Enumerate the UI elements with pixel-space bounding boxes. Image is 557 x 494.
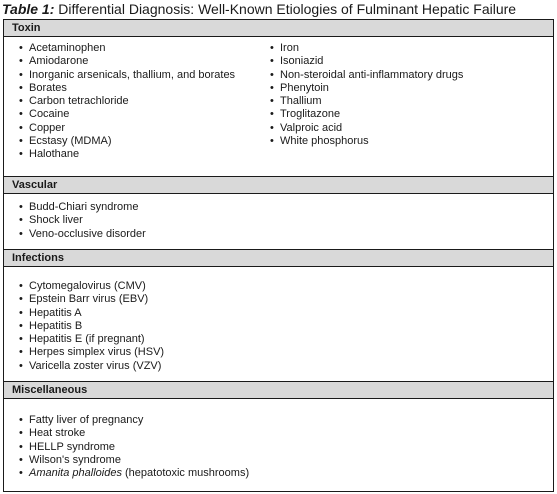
list-item: • Inorganic arsenicals, thallium, and borates bbox=[19, 69, 235, 82]
divider bbox=[4, 398, 553, 399]
list-item: • Borates bbox=[19, 82, 235, 95]
list-item: • Isoniazid bbox=[270, 55, 463, 68]
list-item: • Cocaine bbox=[19, 108, 235, 121]
divider bbox=[4, 36, 553, 37]
toxin-list-col1 bbox=[19, 42, 235, 162]
section-heading-infections: Infections bbox=[4, 250, 553, 266]
list-item: • Ecstasy (MDMA) bbox=[19, 135, 235, 148]
list-item: • Hepatitis A bbox=[19, 307, 164, 320]
list-item: • Amiodarone bbox=[19, 55, 235, 68]
list-item: • Heat stroke bbox=[19, 427, 249, 440]
list-item: • Iron bbox=[270, 42, 463, 55]
table-title: Differential Diagnosis: Well-Known Etiologies of Fulminant Hepatic Failure bbox=[58, 1, 517, 17]
list-item: • Valproic acid bbox=[270, 122, 463, 135]
list-item: • Veno-occlusive disorder bbox=[19, 228, 146, 241]
list-item: • Thallium bbox=[270, 95, 463, 108]
list-item: • Hepatitis B bbox=[19, 320, 164, 333]
list-item: • Phenytoin bbox=[270, 82, 463, 95]
species-note: (hepatotoxic mushrooms) bbox=[121, 467, 250, 480]
vascular-list bbox=[19, 201, 146, 241]
table-label: Table 1: bbox=[2, 1, 55, 17]
divider bbox=[4, 266, 553, 267]
infections-list bbox=[19, 280, 164, 373]
list-item: • Carbon tetrachloride bbox=[19, 95, 235, 108]
list-item: • Budd-Chiari syndrome bbox=[19, 201, 146, 214]
list-item: • Halothane bbox=[19, 148, 235, 161]
list-item: • HELLP syndrome bbox=[19, 441, 249, 454]
list-item: • Herpes simplex virus (HSV) bbox=[19, 346, 164, 359]
species-name: Amanita phalloides bbox=[29, 467, 122, 480]
miscellaneous-list bbox=[19, 414, 249, 480]
list-item: • White phosphorus bbox=[270, 135, 463, 148]
section-heading-miscellaneous: Miscellaneous bbox=[4, 382, 553, 398]
toxin-list-col2 bbox=[270, 42, 463, 148]
table-caption bbox=[2, 0, 516, 18]
list-item: • Cytomegalovirus (CMV) bbox=[19, 280, 164, 293]
list-item: • Shock liver bbox=[19, 214, 146, 227]
list-item: • Fatty liver of pregnancy bbox=[19, 414, 249, 427]
divider bbox=[4, 193, 553, 194]
list-item: • Varicella zoster virus (VZV) bbox=[19, 360, 164, 373]
list-item: • Troglitazone bbox=[270, 108, 463, 121]
section-heading-toxin: Toxin bbox=[4, 20, 553, 36]
section-heading-vascular: Vascular bbox=[4, 177, 553, 193]
list-item: • Wilson's syndrome bbox=[19, 454, 249, 467]
list-item: • Non-steroidal anti-inflammatory drugs bbox=[270, 69, 463, 82]
list-item: • Copper bbox=[19, 122, 235, 135]
list-item: • Epstein Barr virus (EBV) bbox=[19, 293, 164, 306]
etiologies-table bbox=[3, 19, 554, 492]
list-item bbox=[19, 467, 249, 480]
list-item: • Acetaminophen bbox=[19, 42, 235, 55]
list-item: • Hepatitis E (if pregnant) bbox=[19, 333, 164, 346]
